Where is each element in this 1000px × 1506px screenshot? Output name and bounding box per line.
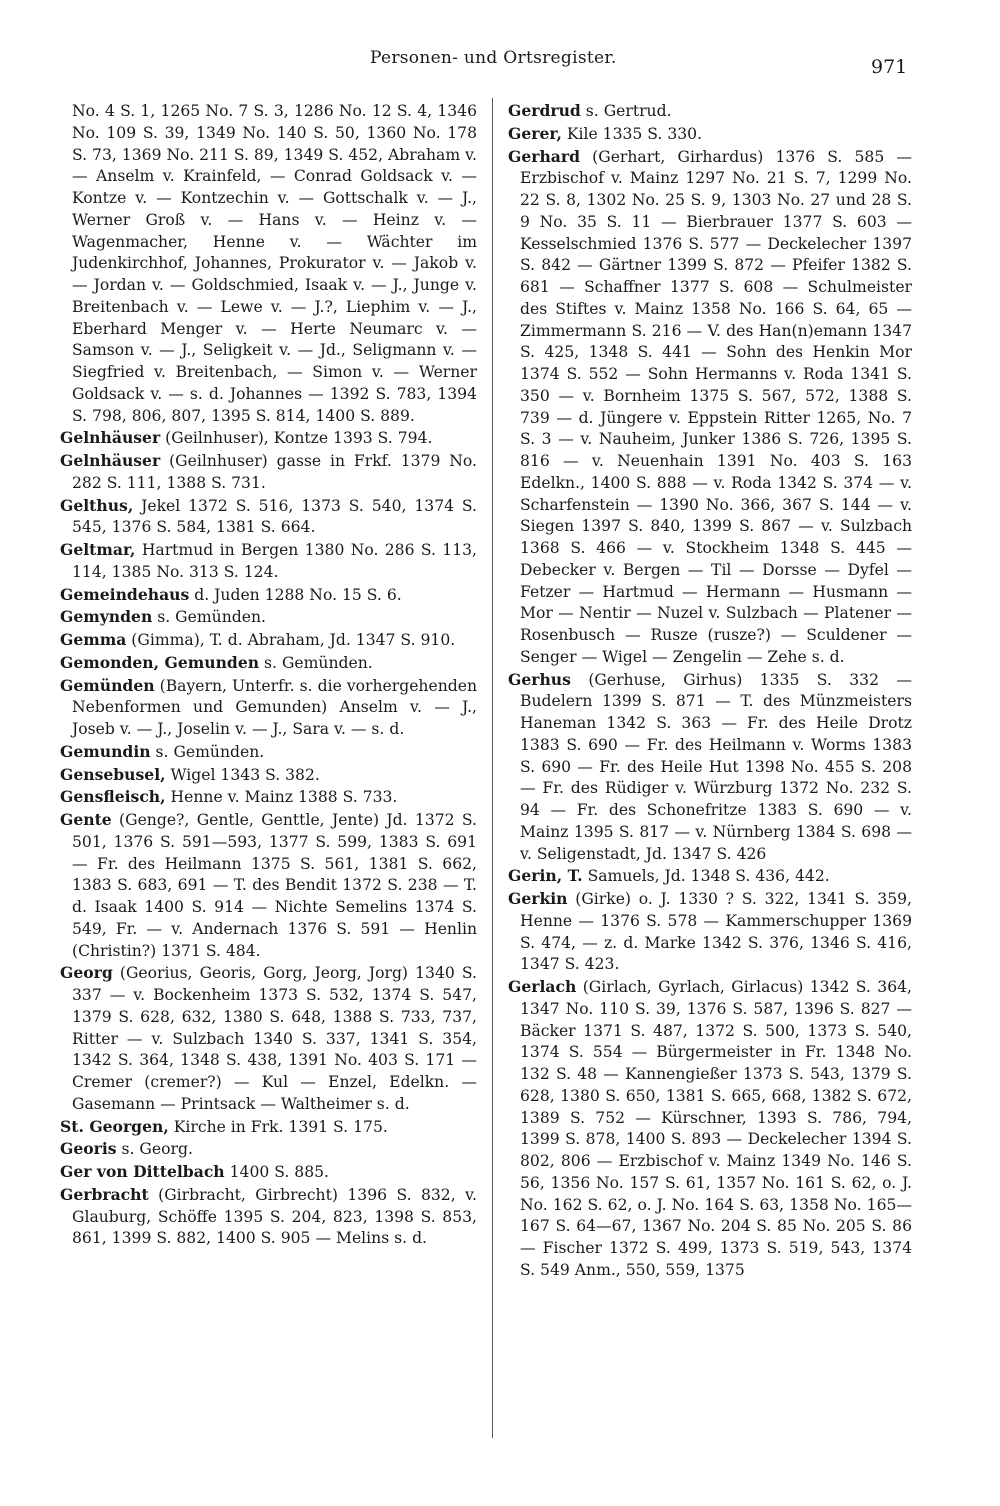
entry-headword: St. Georgen, — [60, 1116, 169, 1136]
entry-body: Kile 1335 S. 330. — [561, 124, 703, 143]
entry-headword: Gelnhäuser — [60, 451, 161, 470]
entry-headword: Geltmar, — [60, 540, 136, 559]
entry-headword: Gensfleisch, — [60, 787, 166, 807]
entry-headword: Gerer, — [508, 123, 562, 143]
entry-body: (Bayern, Unterfr. s. die vorhergehenden Nebenformen und Gemunden) Anselm v. — J., Joseb v. — J., Joselin v. — J., Sara v. — s. d. — [72, 676, 477, 738]
register-entry — [60, 1161, 477, 1184]
register-entry — [60, 1184, 477, 1250]
entry-headword: Gemünden — [60, 675, 155, 695]
register-entry — [60, 786, 477, 809]
entry-body: (Girbracht, Girbrecht) 1396 S. 832, v. Glauburg, Schöffe 1395 S. 204, 823, 1398 S. 853, 861, 1399 S. 882, 1400 S. 905 — Melins s. d. — [72, 1185, 477, 1248]
left-column — [60, 100, 477, 1250]
entry-body: (Gerhart, Girhardus) 1376 S. 585 — Erzbischof v. Mainz 1297 No. 21 S. 7, 1299 No. 22 S. 8, 1302 No. 25 S. 9, 1303 No. 27 und 28 S. 9 No. 35 S. 11 — Bierbrauer 1377 S. 603 — Kesselschmied 1376 S. 577 — Deckelecher 1397 S. 842 — Gärtner 1399 S. 872 — Pfeifer 1382 S. 681 — Schaffner 1377 S. 608 — Schulmeister des Stiftes v. Mainz 1358 No. 166 S. 64, 65 — Zimmermann S. 216 — V. des Han(n)emann 1347 S. 425, 1348 S. 441 — Sohn des Henkin Mor 1374 S. 552 — Sohn Hermanns v. Roda 1341 S. 350 — v. Bornheim 1375 S. 567, 572, 1388 S. 739 — d. Jüngere v. Eppstein Ritter 1265, No. 7 S. 3 — v. Nauheim, Junker 1386 S. 726, 1395 S. 816 — v. Neuenhain 1391 No. 403 S. 163 Edelkn., 1400 S. 888 — v. Roda 1342 S. 374 — v. Scharfenstein — 1390 No. 366, 367 S. 144 — v. Siegen 1397 S. 840, 1399 S. 867 — v. Sulzbach 1368 S. 466 — v. Stockheim 1348 S. 445 — Debecker v. Bergen — Til — Dorsse — Dyfel — Fetzer — Hartmud — Hermann — Husmann — Mor — Nentir — Nuzel v. Sulzbach — Platener — Rosenbusch — Rusze (rusze?) — Sculdener — Senger — Wigel — Zengelin — Zehe s. d. — [520, 147, 912, 666]
register-entry — [60, 962, 477, 1115]
entry-body: (Georius, Georis, Gorg, Jeorg, Jorg) 1340 S. 337 — v. Bockenheim 1373 S. 532, 1374 S. 547, 1379 S. 628, 632, 1380 S. 648, 1388 S. 733, 737, Ritter — v. Sulzbach 1340 S. 337, 1341 S. 354, 1342 S. 364, 1348 S. 438, 1391 No. 403 S. 171 — Cremer (cremer?) — Kul — Enzel, Edelkn. — Gasemann — Printsack — Waltheimer s. d. — [72, 964, 477, 1113]
register-entry — [508, 669, 912, 866]
entry-body: s. Gemünden. — [259, 653, 373, 672]
entry-headword: Gerkin — [508, 889, 568, 908]
entry-headword: Gerlach — [508, 977, 577, 996]
entry-body: (Gerhuse, Girhus) 1335 S. 332 — Budelern 1399 S. 871 — T. des Münzmeisters Haneman 1342 S. 363 — Fr. des Heile Drotz 1383 S. 690 — Fr. des Heilmann v. Worms 1383 S. 690 — Fr. des Heile Hut 1398 No. 455 S. 208 — Fr. des Rüdiger v. Würzburg 1372 No. 232 S. 94 — Fr. des Schonefritze 1383 S. 690 — v. Mainz 1395 S. 817 — v. Nürnberg 1384 S. 698 — v. Seligenstadt, Jd. 1347 S. 426 — [520, 670, 912, 863]
register-entry — [508, 976, 912, 1282]
entry-body: Samuels, Jd. 1348 S. 436, 442. — [582, 867, 830, 886]
entry-headword: Gerdrud — [508, 101, 581, 120]
entry-body: s. Gertrud. — [580, 102, 672, 120]
entry-body: No. 4 S. 1, 1265 No. 7 S. 3, 1286 No. 12 S. 4, 1346 No. 109 S. 39, 1349 No. 140 S. 50, 1360 No. 178 S. 73, 1369 No. 211 S. 89, 1349 S. 452, Abraham v. — Anselm v. Krainfeld, — Conrad Goldsack v. — Kontze v. — Kontzechin v. — Gottschalk v. — J., Werner Groß v. — Hans v. — Heinz v. — Wagenmacher, Henne v. — Wächter im Judenkirchhof, Johannes, Prokurator v. — Jakob v. — Jordan v. — Goldschmied, Isaak v. — J., Junge v. Breitenbach v. — Lewe v. — J.?, Liephim v. — J., Eberhard Menger v. — Herte Neumarc v. — Samson v. — J., Seligkeit v. — Jd., Seligmann v. — Siegfried v. Breitenbach, — Simon v. — Werner Goldsack v. — s. d. Johannes — 1392 S. 783, 1394 S. 798, 806, 807, 1395 S. 814, 1400 S. 889. — [72, 102, 477, 425]
entry-headword: Gemonden, Gemunden — [60, 652, 260, 672]
register-entry — [508, 146, 912, 669]
entry-body: Jekel 1372 S. 516, 1373 S. 540, 1374 S. 545, 1376 S. 584, 1381 S. 664. — [72, 496, 477, 537]
entry-headword: Gerhus — [508, 669, 571, 689]
page-number: 971 — [871, 56, 908, 78]
entry-body: (Genge?, Gentle, Genttle, Jente) Jd. 1372 S. 501, 1376 S. 591—593, 1377 S. 599, 1383 S. 691 — Fr. des Heilmann 1375 S. 561, 1381 S. 662, 1383 S. 683, 691 — T. des Bendit 1372 S. 238 — T. d. Isaak 1400 S. 914 — Nichte Semelins 1374 S. 549, Fr. — v. Andernach 1376 S. 591 — Henlin (Christin?) 1371 S. 484. — [72, 811, 477, 960]
register-entry — [60, 427, 477, 450]
entry-headword: Georg — [60, 963, 113, 983]
right-column — [508, 100, 912, 1282]
entry-body: 1400 S. 885. — [224, 1163, 330, 1181]
entry-body: (Geilnhuser) gasse in Frkf. 1379 No. 282 S. 111, 1388 S. 731. — [72, 452, 477, 492]
entry-body: s. Georg. — [116, 1140, 193, 1159]
entry-body: Wigel 1343 S. 382. — [165, 765, 320, 784]
register-entry — [60, 629, 477, 652]
register-entry — [508, 888, 912, 976]
entry-body: (Gimma), T. d. Abraham, Jd. 1347 S. 910. — [126, 631, 456, 649]
entry-body: (Girlach, Gyrlach, Girlacus) 1342 S. 364, 1347 No. 110 S. 39, 1376 S. 587, 1396 S. 827 — Bäcker 1371 S. 487, 1372 S. 500, 1373 S. 540, 1374 S. 554 — Bürgermeister in Fr. 1348 No. 132 S. 48 — Kannengießer 1373 S. 543, 1379 S. 628, 1380 S. 650, 1381 S. 665, 668, 1382 S. 672, 1389 S. 752 — Kürschner, 1393 S. 786, 794, 1399 S. 878, 1400 S. 893 — Deckelecher 1394 S. 802, 806 — Erzbischof v. Mainz 1349 No. 146 S. 56, 1356 No. 157 S. 61, 1357 No. 161 S. 62, o. J. No. 162 S. 62, o. J. No. 164 S. 63, 1358 No. 165—167 S. 64—67, 1367 No. 204 S. 85 No. 205 S. 86 — Fischer 1372 S. 499, 1373 S. 519, 543, 1374 S. 549 Anm., 550, 559, 1375 — [520, 978, 912, 1279]
entry-body: Hartmud in Bergen 1380 No. 286 S. 113, 114, 1385 No. 313 S. 124. — [72, 541, 477, 581]
register-entry — [60, 539, 477, 584]
register-entry — [60, 764, 477, 787]
register-entry — [60, 100, 477, 427]
entry-headword: Gemma — [60, 630, 127, 649]
entry-headword: Gelnhäuser — [60, 428, 161, 448]
entry-headword: Gemundin — [60, 741, 151, 761]
entry-body: s. Gemünden. — [152, 608, 266, 627]
entry-headword: Gente — [60, 810, 112, 829]
entry-headword: Gemynden — [60, 607, 153, 627]
register-entry — [60, 584, 477, 607]
column-divider — [492, 98, 493, 1438]
entry-body: (Girke) o. J. 1330 ? S. 322, 1341 S. 359, Henne — 1376 S. 578 — Kammerschupper 1369 S. 474, — z. d. Marke 1342 S. 376, 1346 S. 416, 1347 S. 423. — [520, 890, 912, 974]
entry-headword: Georis — [60, 1139, 117, 1159]
entry-headword: Gensebusel, — [60, 764, 166, 784]
entry-headword: Ger von Dittelbach — [60, 1162, 225, 1181]
register-entry — [60, 741, 477, 764]
entry-body: s. Gemünden. — [150, 742, 265, 761]
register-entry — [508, 100, 912, 123]
entry-headword: Gerin, T. — [508, 866, 583, 886]
register-entry — [60, 495, 477, 540]
entry-body: d. Juden 1288 No. 15 S. 6. — [189, 585, 402, 604]
register-entry — [60, 652, 477, 675]
running-header: Personen- und Ortsregister. — [370, 48, 617, 68]
register-entry — [508, 865, 912, 888]
entry-headword: Gerbracht — [60, 1184, 149, 1204]
entry-headword: Gelthus, — [60, 495, 134, 515]
entry-headword: Gerhard — [508, 146, 581, 166]
entry-body: Henne v. Mainz 1388 S. 733. — [165, 788, 398, 807]
register-entry — [508, 123, 912, 146]
register-entry — [60, 1138, 477, 1161]
register-entry — [60, 606, 477, 629]
register-entry — [60, 1116, 477, 1139]
entry-headword: Gemeindehaus — [60, 584, 190, 604]
register-entry — [60, 675, 477, 741]
entry-body: (Geilnhuser), Kontze 1393 S. 794. — [160, 429, 433, 448]
register-entry — [60, 809, 477, 962]
entry-body: Kirche in Frk. 1391 S. 175. — [168, 1117, 388, 1136]
register-entry — [60, 450, 477, 495]
